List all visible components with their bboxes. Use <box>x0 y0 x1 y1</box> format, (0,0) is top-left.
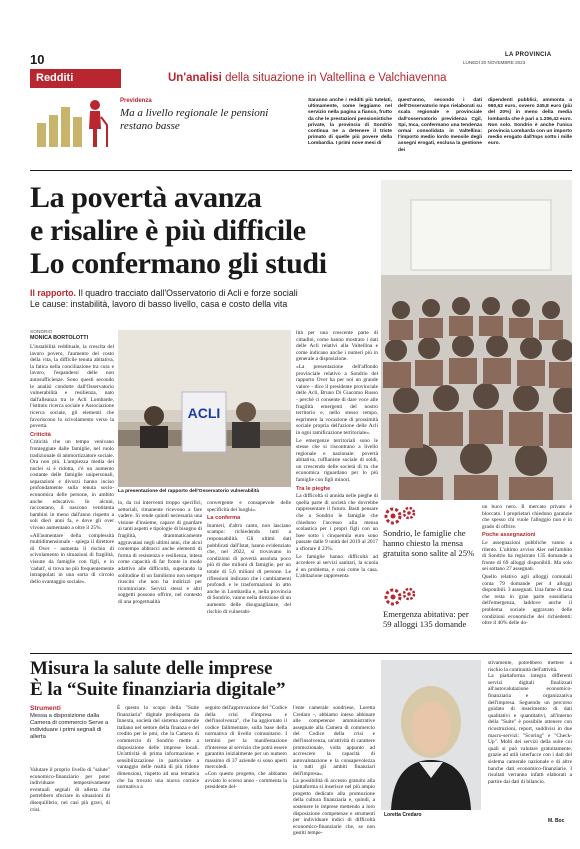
second-headline <box>30 658 410 700</box>
fact-1-text: Sondrio, le famiglie che hanno chiesto la mensa gratuita sono salite al 25% <box>383 528 475 558</box>
photo-caption: La presentazione del rapporto dell'Osservatorio vulnerabilità <box>118 489 260 494</box>
article-paragraph: lità per una crescente parte di cittadini, come hanno mostrato i dati delle Acli relativi alla Valtellina e come indicano anche i numeri più in generale a disposizione. <box>296 330 378 363</box>
article-paragraph: lo, da cui interventi troppo specifici, settoriali, rimanente ricevono a fare vadere. Si rende quindi necessaria una visione d'insieme, capace di guardare ai tanti aspetti e tipologie di bisogno di fragilità, drammaticamente aggravatasi negli ultimi anni, che alcul contempo abbracci anche elementi di forma di resistenza e resilienza, intesa come capacità di far fronte in modo adattivo alle difficoltà, superando la solitudine di un familismo non sempre riuscito che non ha indirizzi per ricominciare. Servizi stessi e altri soggetti possono offrire, nel contesto di una progettualità <box>118 500 202 605</box>
second-headline-line-1: Misura la salute delle imprese <box>30 658 273 679</box>
headline-line-3: Lo confermano gli studi <box>30 247 327 280</box>
presentation-photo <box>118 330 291 487</box>
article-paragraph: convergente e consapevole delle specificità dei luoghi». <box>207 500 291 513</box>
article-paragraph: Inumeri, d'altro canto, non lasciano scampo: richiedendo tutti a responsabilità. Gli ultimi dati pubblicati dall'Istat, hanno evidenziato che, nel 2022, si trovavano in condizioni di povertà assoluta poco più di due milioni di famiglie, per un totale di 5,6 milioni di persone. Le riflessioni indicano che i cambiamenti profondi e le trasformazioni in atto anche in Lombardia e, nella provincia di Sondrio, vanno nella direzione di un aumento delle disuguaglianze, del rischio di vulnerabi- <box>207 522 291 615</box>
mid-divider <box>30 653 572 654</box>
sidebar-top-label: Previdenza <box>120 98 152 104</box>
second-col-1: Valutare il proprio livello di "salute" economico-finanziario per poter individuare tempestivamente eventuali segnali di allerta che potrebbero sfociare in situazioni di disequilibrio, nei casi più gravi, di crisi. <box>30 767 110 813</box>
second-signature: M. Boc <box>548 818 565 824</box>
sidebar-top-col3: dipendenti pubblici, ammonta a 960,62 euro, ovvero 245,8 euro (più del 20%) in meno della media lombarda che è pari a 1.206,42 euro. Non solo. Sondrio è anche l'unica provincia Lombarda con un importo medio erogato dall'Inps sotto i mille euro. <box>488 98 572 147</box>
main-headline <box>30 181 370 280</box>
headline-line-2: e risalire è più difficile <box>30 214 306 247</box>
top-divider <box>30 170 572 171</box>
article-paragraph: Le famiglie hanno difficoltà ad accedere ai servizi sanitari, la scuola è un problema, e così come la casa. L'abitazione rappresenta <box>296 553 378 580</box>
credaro-photo <box>381 660 481 810</box>
second-col-2: È questo lo scopo della "Suite finanziaria" digitale predisposta da Innexta, società del sistema camerale italiano nel settore della finanza e del credito per le pmi, che la Camera di commercio di Sondrio mette a disposizione delle imprese locali. Un'attività di prima informazione e sensibilizzazione in particolare a vantaggio delle realtà di più ridotte dimensioni, rispetto ad una tematica che ha trovato una nuova cornice normativa a <box>117 705 199 791</box>
article-paragraph: Le assegnazioni pubbliche vanno a rilento. L'ultimo avviso Aler nell'ambito di Sondrio ha registrato 135 domande a fronte di 69 alloggi disponibili. Ma solo sei sottano 27 assegnati. <box>482 539 572 573</box>
article-col-2 <box>118 500 202 607</box>
second-col-5: stivamente, potrebbero mettere a rischio la continuità dell'attività. La piattaforma integra differenti servizi digitali finalizzati all'autovalutazione economico-finanziaria e organizzativa dell'impresa. Seguendo un percorso guidato di inserimento di dati qualitativi e quantitativi, all'interno della "Suite" è possibile ottenere con ricostruzioni, report, suddivisi in due macro-servizi: "Scoring" e "Check-Up". Molti dei servizi della suite coi quali si può valutare gratuitamente, grazie ad utili interfacce con i dati del sistema camerale nazionale e di altre banche dati economico-finanziarie. I risultati verranno infatti elaborati a partire dai dati di bilancio. <box>488 660 572 785</box>
svg-text:ACLI: ACLI <box>187 405 221 421</box>
gears-icon <box>383 504 475 528</box>
byline <box>30 330 114 341</box>
infobox-fact-1 <box>383 504 475 558</box>
page-kicker <box>168 72 446 84</box>
article-paragraph: un buco nero. Il mercato privato è bloccato. I proprietari chiedono garanzie che spesso chi vuole l'alloggio non è in grado di offrire. <box>482 504 572 530</box>
second-headline-line-2: È la “Suite finanziaria digitale” <box>30 679 286 700</box>
fact-2-text: Emergenza abitativa: per 59 alloggi 135 domande <box>383 609 469 629</box>
byline-place: SONDRIO <box>30 330 53 335</box>
article-col-3 <box>207 500 291 616</box>
section-label: Redditi <box>36 72 74 84</box>
second-label: Strumenti <box>30 705 61 712</box>
pensioner-illustration <box>35 95 111 149</box>
article-subhead-assegnazioni: Poche assegnazioni <box>482 532 536 539</box>
article-paragraph: L'instabilità reddituale, la crescita del lavoro povero, l'aumento del costo della vita, la difficile tenuta abitativa, la fatica nella conciliazione tra cura e lavoro, l'espandersi delle non autosufficienze. Sono questi secondo le analisi condotte dall'Osservatorio vulnerabilità e resilienza, nato dall'alleanza tra le Acli Lombarde, l'istituto ricerca sociale e Associazione ricerca sociale, gli elementi che favoriscono lo scivolamento verso la povertà. <box>30 344 114 430</box>
byline-author: MONICA BORTOLOTTI <box>30 335 89 341</box>
article-col-5 <box>482 504 572 628</box>
stage-image <box>118 330 291 487</box>
issue-date: LUNEDÌ 20 NOVEMBRE 2023 <box>463 60 526 65</box>
gears-icon-2 <box>383 585 475 609</box>
page-number: 10 <box>30 52 45 67</box>
sidebar-top-title: Ma a livello regionale le pensioni restano basse <box>120 107 269 132</box>
article-subhead-pieghe: Tra le pieghe <box>296 485 331 492</box>
article-paragraph: «All'aumentare della complessità multidimensionale - spiega il direttore di Over - aumenta il rischio di scivolamento in situazioni di fragilità, vissute da famiglie con figli, e in 'caduti', si trova ne più frequentemente intrappolati in una sorta di circolo dello svantaggio sociale». <box>30 532 114 585</box>
article-paragraph: La difficoltà si annida nelle pieghe di quella parte di società che dovrebbe rappresentare il futuro. Basti pensare che a Sondrio le famiglie che chiedono l'accesso alla mensa scolastica per i propri figli con un Isee sotto i cinquemila euro sono passate dalle 9 unità del 2019 al 2017 a sfiorare il 23%. <box>296 493 378 552</box>
kicker-rest: della situazione in Valtellina e Valchiavenna <box>221 72 447 84</box>
sidebar-top-col2: quest'anno, secondo i dati dell'Osservatorio Inps rielaborati su scala regionale e provinciale dall'osservatorio previdenza Cgil, Spi, Inca, confermano una tendenza ormai consolidata in Valtellina: l'importo medio lordo mensile degli assegni erogati, esclusa la gestione dei <box>398 98 482 153</box>
credaro-caption: Loretta Credaro <box>384 812 422 818</box>
second-col-3: seguito dell'approvazione del "Codice della crisi d'impresa e dell'insolvenza", che ha aggiornato il codice fallimentare, sulla base della normativa di livello comunitario. I termini per la manifestazione d'interesse al servizio che potrà essere garantito inizialmente per un numero massimo di 37 aziende si sono aperti mercoledì. «Con questo progetto, che abbiamo avviato lo scorso anno - commenta la presidente del- <box>205 705 287 791</box>
second-lead: Messa a disposizione dalla Camera di commercio Serve a individuare i primi segnali di allerta <box>30 713 109 740</box>
second-col-4: l'ente camerale sondriese, Loretta Credaro -, abbiamo inteso abbinare alle competenze amministrative assegnate alla Camera di commercio del Codice della crisi e dell'insolvenza, un'attività di carattere promozionale, volta appunto ad accrescere la capacità di autovalutazione e la consapevolezza in tutti gli ambiti finanziari dell'impresa». La possibilità di accesso gratuito alla piattaforma si inserisce nel più ampio progetto dedicato alla promozione della cultura finanziaria e, quindi, a sostenere le imprese mettendo a loro disposizione competenze e strumenti per individuare indici di difficoltà economico-finanziarie che, se non gestiti tempe- <box>293 705 375 837</box>
second-intro <box>30 705 110 741</box>
article-subhead-conferma: La conferma <box>207 515 241 522</box>
article-paragraph: Quello relativo agli alloggi comunali conta 79 domande per 4 alloggi disponibili. 3 assegnati. Una fame di casa che resta in gran parte sussidiaria dell'emergenza, laddove anche il problema sociale aggravato delle condizioni economiche dei richiedenti: oltre il 40% delle do- <box>482 573 572 627</box>
deck-line-2: Le cause: instabilità, lavoro di basso livello, casa e costo della vita <box>30 299 288 309</box>
portrait-image <box>381 660 481 810</box>
infobox-fact-2 <box>383 585 475 629</box>
article-col-4 <box>296 330 378 581</box>
article-subhead-criticita: Criticità <box>30 431 51 438</box>
sidebar-top-col1: Saranno anche i redditi più tutelati, ultimamente, come leggiamo nel servizio nella pagina a fianco, frutto da che le prestazioni pensionistiche private, la provincia di Sondrio continua ne a detenere il triste primato di quelle più povere della Lombardia. I primi nove mesi di <box>308 98 392 147</box>
conference-photo <box>381 180 572 500</box>
masthead: LA PROVINCIA <box>505 52 552 58</box>
deck-label: Il rapporto. <box>30 288 76 298</box>
pensioner-icon <box>35 95 111 149</box>
kicker-bold: Un'analisi <box>168 72 222 84</box>
headline-line-1: La povertà avanza <box>30 181 262 214</box>
article-paragraph: Criticità che un tempo venivano fronteggiate dalle famiglie, nel ruolo tradizionale di ammortizzatore sociale. Ora non più. L'ampiezza media dei nuclei si è ridotta, c'è un aumento costante delle famiglie unipersonali, separazioni e divorzi hanno inciso profondamente sulla tenuta socio-economica delle persone, in ambito anche educativo. In alcuni, raccontano, il nascono ventitanta bambini in meno dall'anno rispetto a soli dieci anni fa, e dove gli over vivono aumentano a oltre il 25%. <box>30 439 114 532</box>
deck <box>30 288 380 310</box>
deck-line-1: Il quadro tracciato dall'Osservatorio di Acli e forze sociali <box>75 288 298 298</box>
article-paragraph: Le emergenze territoriali sono le stesse che si riscontrano a livello regionale e nazionale: povertà abitativa, ruffianiste sociale di soldi, un crescendo delle società di tu che economica riguardano per lo più famiglie con figli minori. <box>296 437 378 484</box>
audience-image <box>381 180 572 500</box>
article-paragraph: «La presentazione dell'affondo provinciale relativo a Sondrio del rapporto Over ha per noi un grande valore - dice il presidente provinciale delle Acli, Bruno Di Giacomo Russo - perché ci consente di dare voce alle fragilità emergenti del nostro territorio e, nello stesso tempo, esprimere la vocazione di prossimità sociale propria dell'azione delle Acli in ogni ramificazione territoriale». <box>296 363 378 436</box>
article-col-1 <box>30 344 114 586</box>
